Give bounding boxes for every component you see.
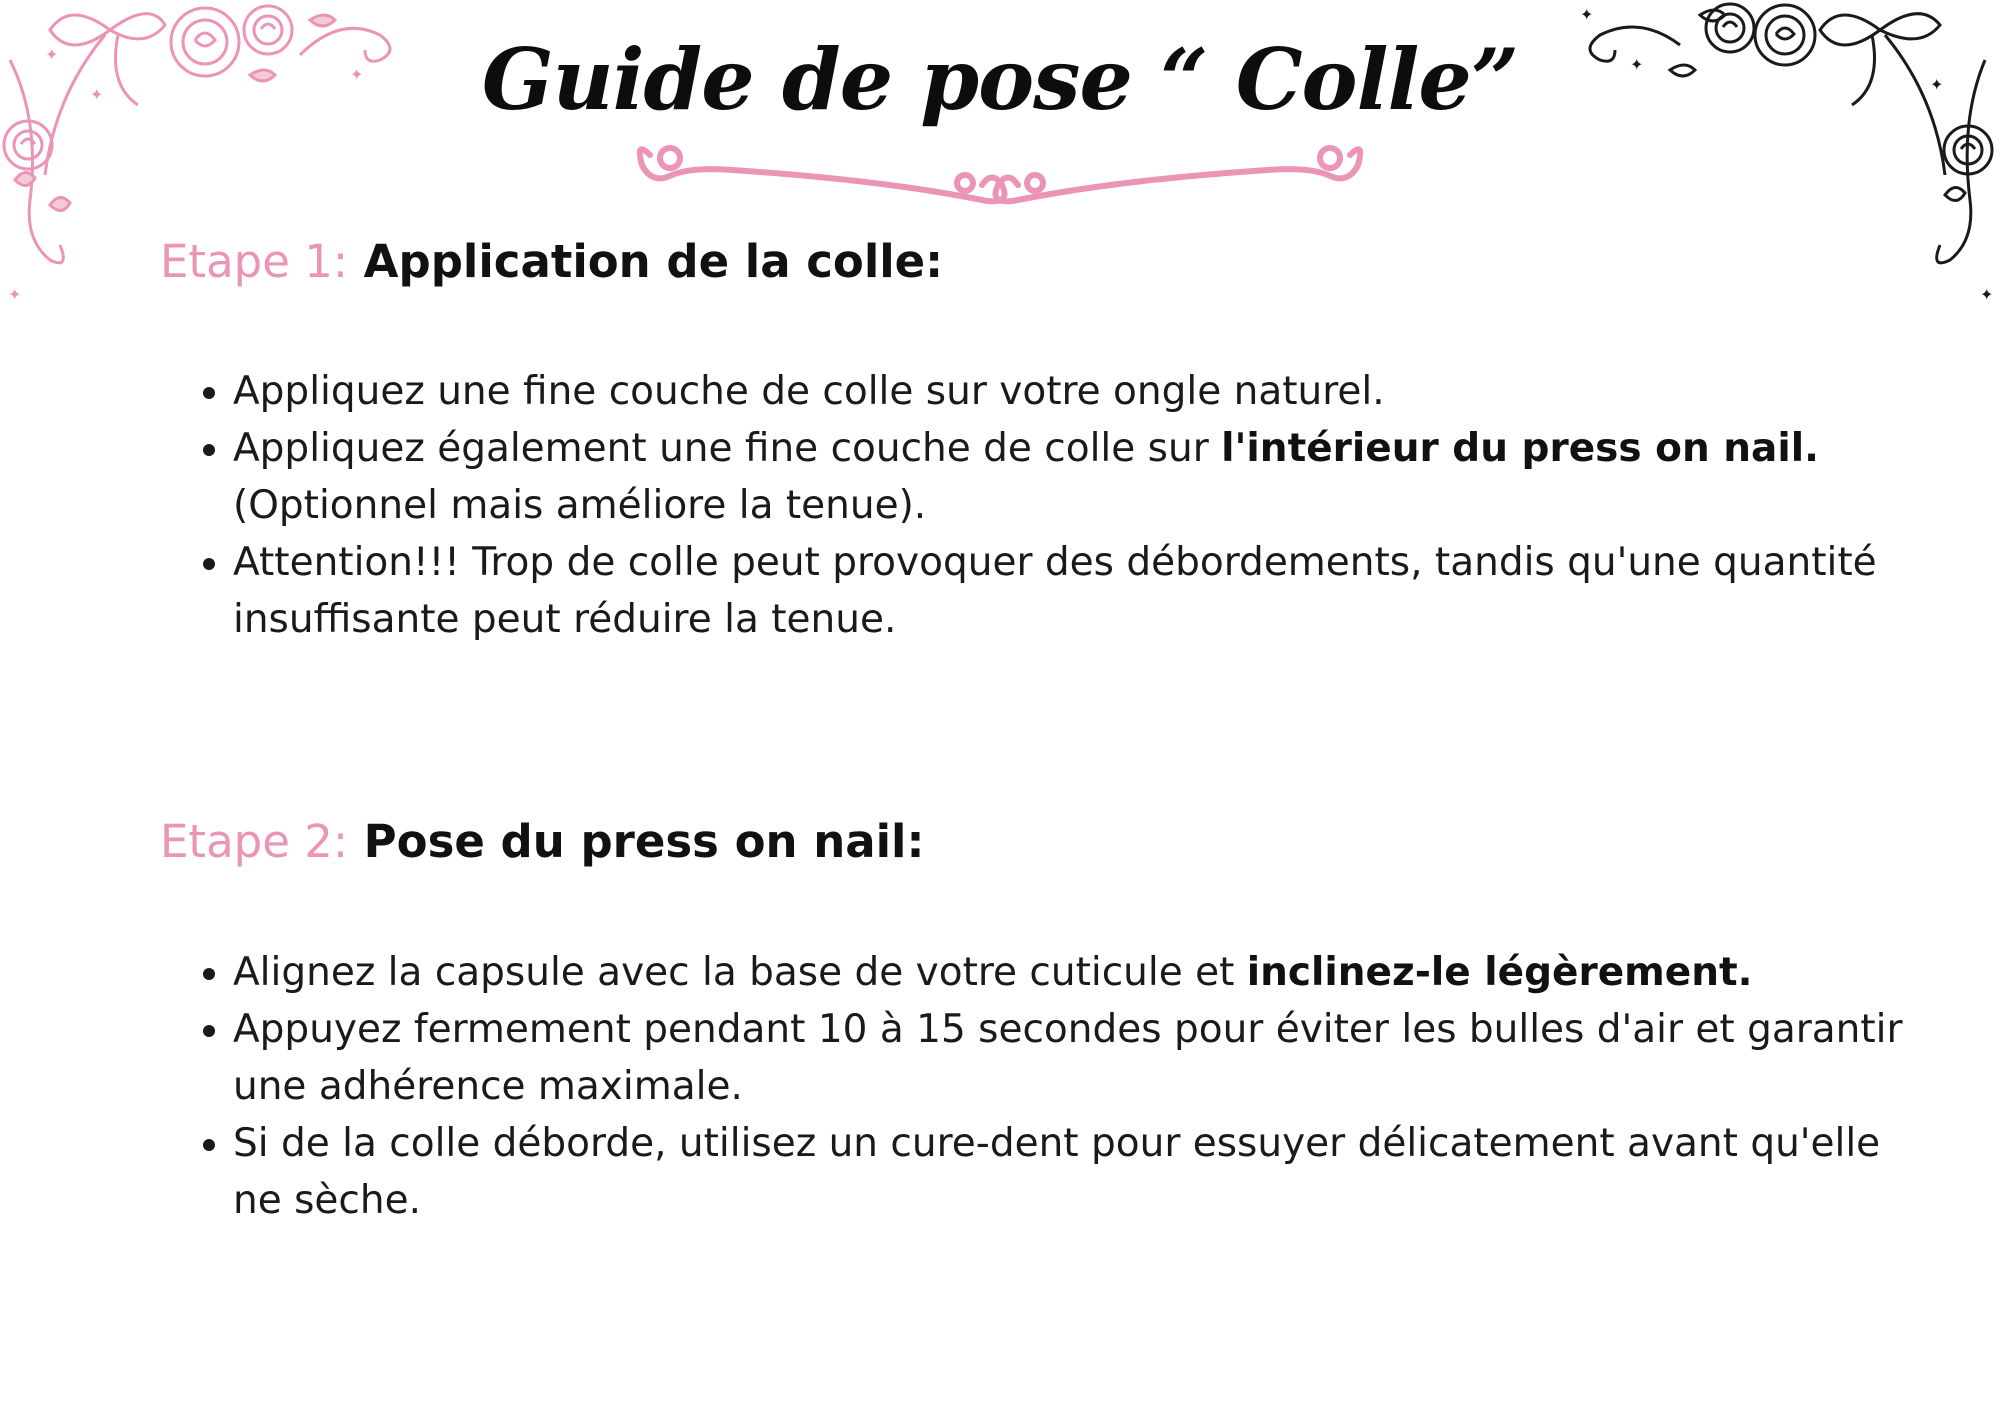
step-2-label: Etape 2: [160, 815, 348, 868]
list-item: • Alignez la capsule avec la base de votre cuticule et inclinez-le légèrement. [233, 944, 1933, 1001]
svg-text:✦: ✦ [8, 285, 22, 304]
svg-text:✦: ✦ [1930, 75, 1944, 94]
svg-text:✦: ✦ [90, 85, 104, 104]
step-1-heading [160, 235, 943, 288]
list-item: • Appliquez également une fine couche de colle sur l'intérieur du press on nail. (Optionnel mais améliore la tenue). [233, 420, 1933, 534]
svg-text:✦: ✦ [1580, 5, 1594, 24]
svg-text:✦: ✦ [1630, 55, 1644, 74]
svg-text:✦: ✦ [45, 45, 59, 64]
step-2-heading [160, 815, 924, 868]
step-1-label: Etape 1: [160, 235, 348, 288]
note: (Optionnel mais améliore la tenue). [233, 483, 927, 528]
step-2-title: Pose du press on nail: [363, 815, 925, 868]
list-item: • Appuyez fermement pendant 10 à 15 secondes pour éviter les bulles d'air et garantir une adhérence maximale. [233, 1001, 1933, 1115]
svg-text:✦: ✦ [350, 65, 364, 84]
list-item: • Si de la colle déborde, utilisez un cure-dent pour essuyer délicatement avant qu'elle ne sèche. [233, 1115, 1933, 1229]
list-item: • Appliquez une fine couche de colle sur votre ongle naturel. [233, 363, 1933, 420]
step-2-list [190, 944, 1933, 1229]
step-1-title: Application de la colle: [363, 235, 944, 288]
title-flourish [630, 135, 1370, 215]
page-title: Guide de pose “ Colle” [481, 30, 1519, 129]
svg-text:✦: ✦ [1980, 285, 1994, 304]
list-item: • Attention!!! Trop de colle peut provoquer des débordements, tandis qu'une quantité insuffisante peut réduire la tenue. [233, 534, 1933, 648]
step-1-list [190, 363, 1933, 648]
